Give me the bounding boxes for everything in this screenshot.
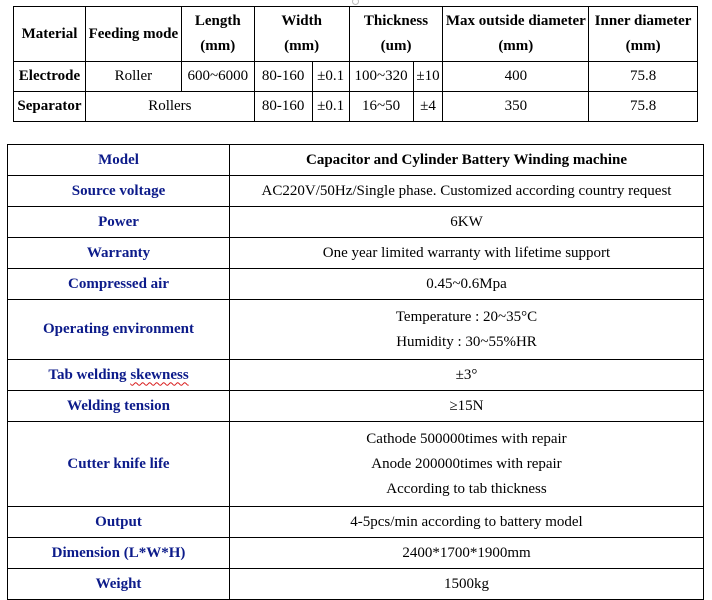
- cell-inner-d: 75.8: [589, 92, 698, 122]
- value-warranty: One year limited warranty with lifetime support: [230, 238, 704, 269]
- cell-inner-d: 75.8: [589, 62, 698, 92]
- label-operating-environment: Operating environment: [8, 300, 230, 360]
- cell-feeding: Rollers: [85, 92, 254, 122]
- cell-length: 600~6000: [181, 62, 254, 92]
- table-row: [8, 507, 704, 538]
- value-operating-environment: [230, 300, 704, 360]
- humidity-range: Humidity : 30~55%HR: [396, 333, 537, 350]
- label-output: Output: [8, 507, 230, 538]
- table-row: [8, 538, 704, 569]
- header-inner-diameter: Inner diameter (mm): [589, 7, 698, 62]
- cell-material: Separator: [14, 92, 86, 122]
- label-tab-welding-skewness: Tab welding skewness: [8, 360, 230, 391]
- table-row: [8, 391, 704, 422]
- label-dimension: Dimension (L*W*H): [8, 538, 230, 569]
- header-feeding-mode: Feeding mode: [85, 7, 181, 62]
- value-weight: 1500kg: [230, 569, 704, 600]
- label-welding-tension: Welding tension: [8, 391, 230, 422]
- value-dimension: 2400*1700*1900mm: [230, 538, 704, 569]
- table-row: [8, 207, 704, 238]
- cell-width-tolerance: ±0.1: [312, 92, 349, 122]
- value-tab-welding-skewness: ±3°: [230, 360, 704, 391]
- value-cutter-knife-life: [230, 422, 704, 507]
- table-row: [8, 569, 704, 600]
- value-source-voltage: AC220V/50Hz/Single phase. Customized according country request: [230, 176, 704, 207]
- header-material: Material: [14, 7, 86, 62]
- header-max-outside-diameter: Max outside diameter (mm): [443, 7, 589, 62]
- cell-thickness: 100~320: [349, 62, 413, 92]
- cell-thickness: 16~50: [349, 92, 413, 122]
- cutter-note: According to tab thickness: [386, 480, 547, 497]
- cell-material: Electrode: [14, 62, 86, 92]
- table-row: [8, 300, 704, 360]
- label-power: Power: [8, 207, 230, 238]
- cell-max-od: 400: [443, 62, 589, 92]
- value-welding-tension: ≥15N: [230, 391, 704, 422]
- cell-width-tolerance: ±0.1: [312, 62, 349, 92]
- label-cutter-knife-life: Cutter knife life: [8, 422, 230, 507]
- spellcheck-word: skewness: [130, 366, 189, 383]
- table-row: [14, 92, 698, 122]
- cathode-life: Cathode 500000times with repair: [366, 430, 567, 447]
- value-power: 6KW: [230, 207, 704, 238]
- table-row: [8, 269, 704, 300]
- label-source-voltage: Source voltage: [8, 176, 230, 207]
- label-model: Model: [8, 145, 230, 176]
- header-length: Length (mm): [181, 7, 254, 62]
- cell-feeding: Roller: [85, 62, 181, 92]
- value-compressed-air: 0.45~0.6Mpa: [230, 269, 704, 300]
- table-row: [8, 176, 704, 207]
- value-model: Capacitor and Cylinder Battery Winding machine: [230, 145, 704, 176]
- header-width: Width (mm): [254, 7, 349, 62]
- table-row: [8, 360, 704, 391]
- cell-thickness-tolerance: ±4: [413, 92, 443, 122]
- cell-thickness-tolerance: ±10: [413, 62, 443, 92]
- cell-width: 80-160: [254, 62, 312, 92]
- header-row: [14, 7, 698, 62]
- table-row: [8, 238, 704, 269]
- resize-handle: [352, 0, 359, 5]
- table-row: [14, 62, 698, 92]
- header-thickness: Thickness (um): [349, 7, 443, 62]
- temperature-range: Temperature : 20~35°C: [395, 308, 538, 325]
- table-row: [8, 145, 704, 176]
- cell-max-od: 350: [443, 92, 589, 122]
- label-compressed-air: Compressed air: [8, 269, 230, 300]
- spec-table-machine: [7, 144, 704, 600]
- table-row: [8, 422, 704, 507]
- cell-width: 80-160: [254, 92, 312, 122]
- value-output: 4-5pcs/min according to battery model: [230, 507, 704, 538]
- label-weight: Weight: [8, 569, 230, 600]
- spec-table-materials: [13, 6, 698, 122]
- anode-life: Anode 200000times with repair: [371, 455, 562, 472]
- label-warranty: Warranty: [8, 238, 230, 269]
